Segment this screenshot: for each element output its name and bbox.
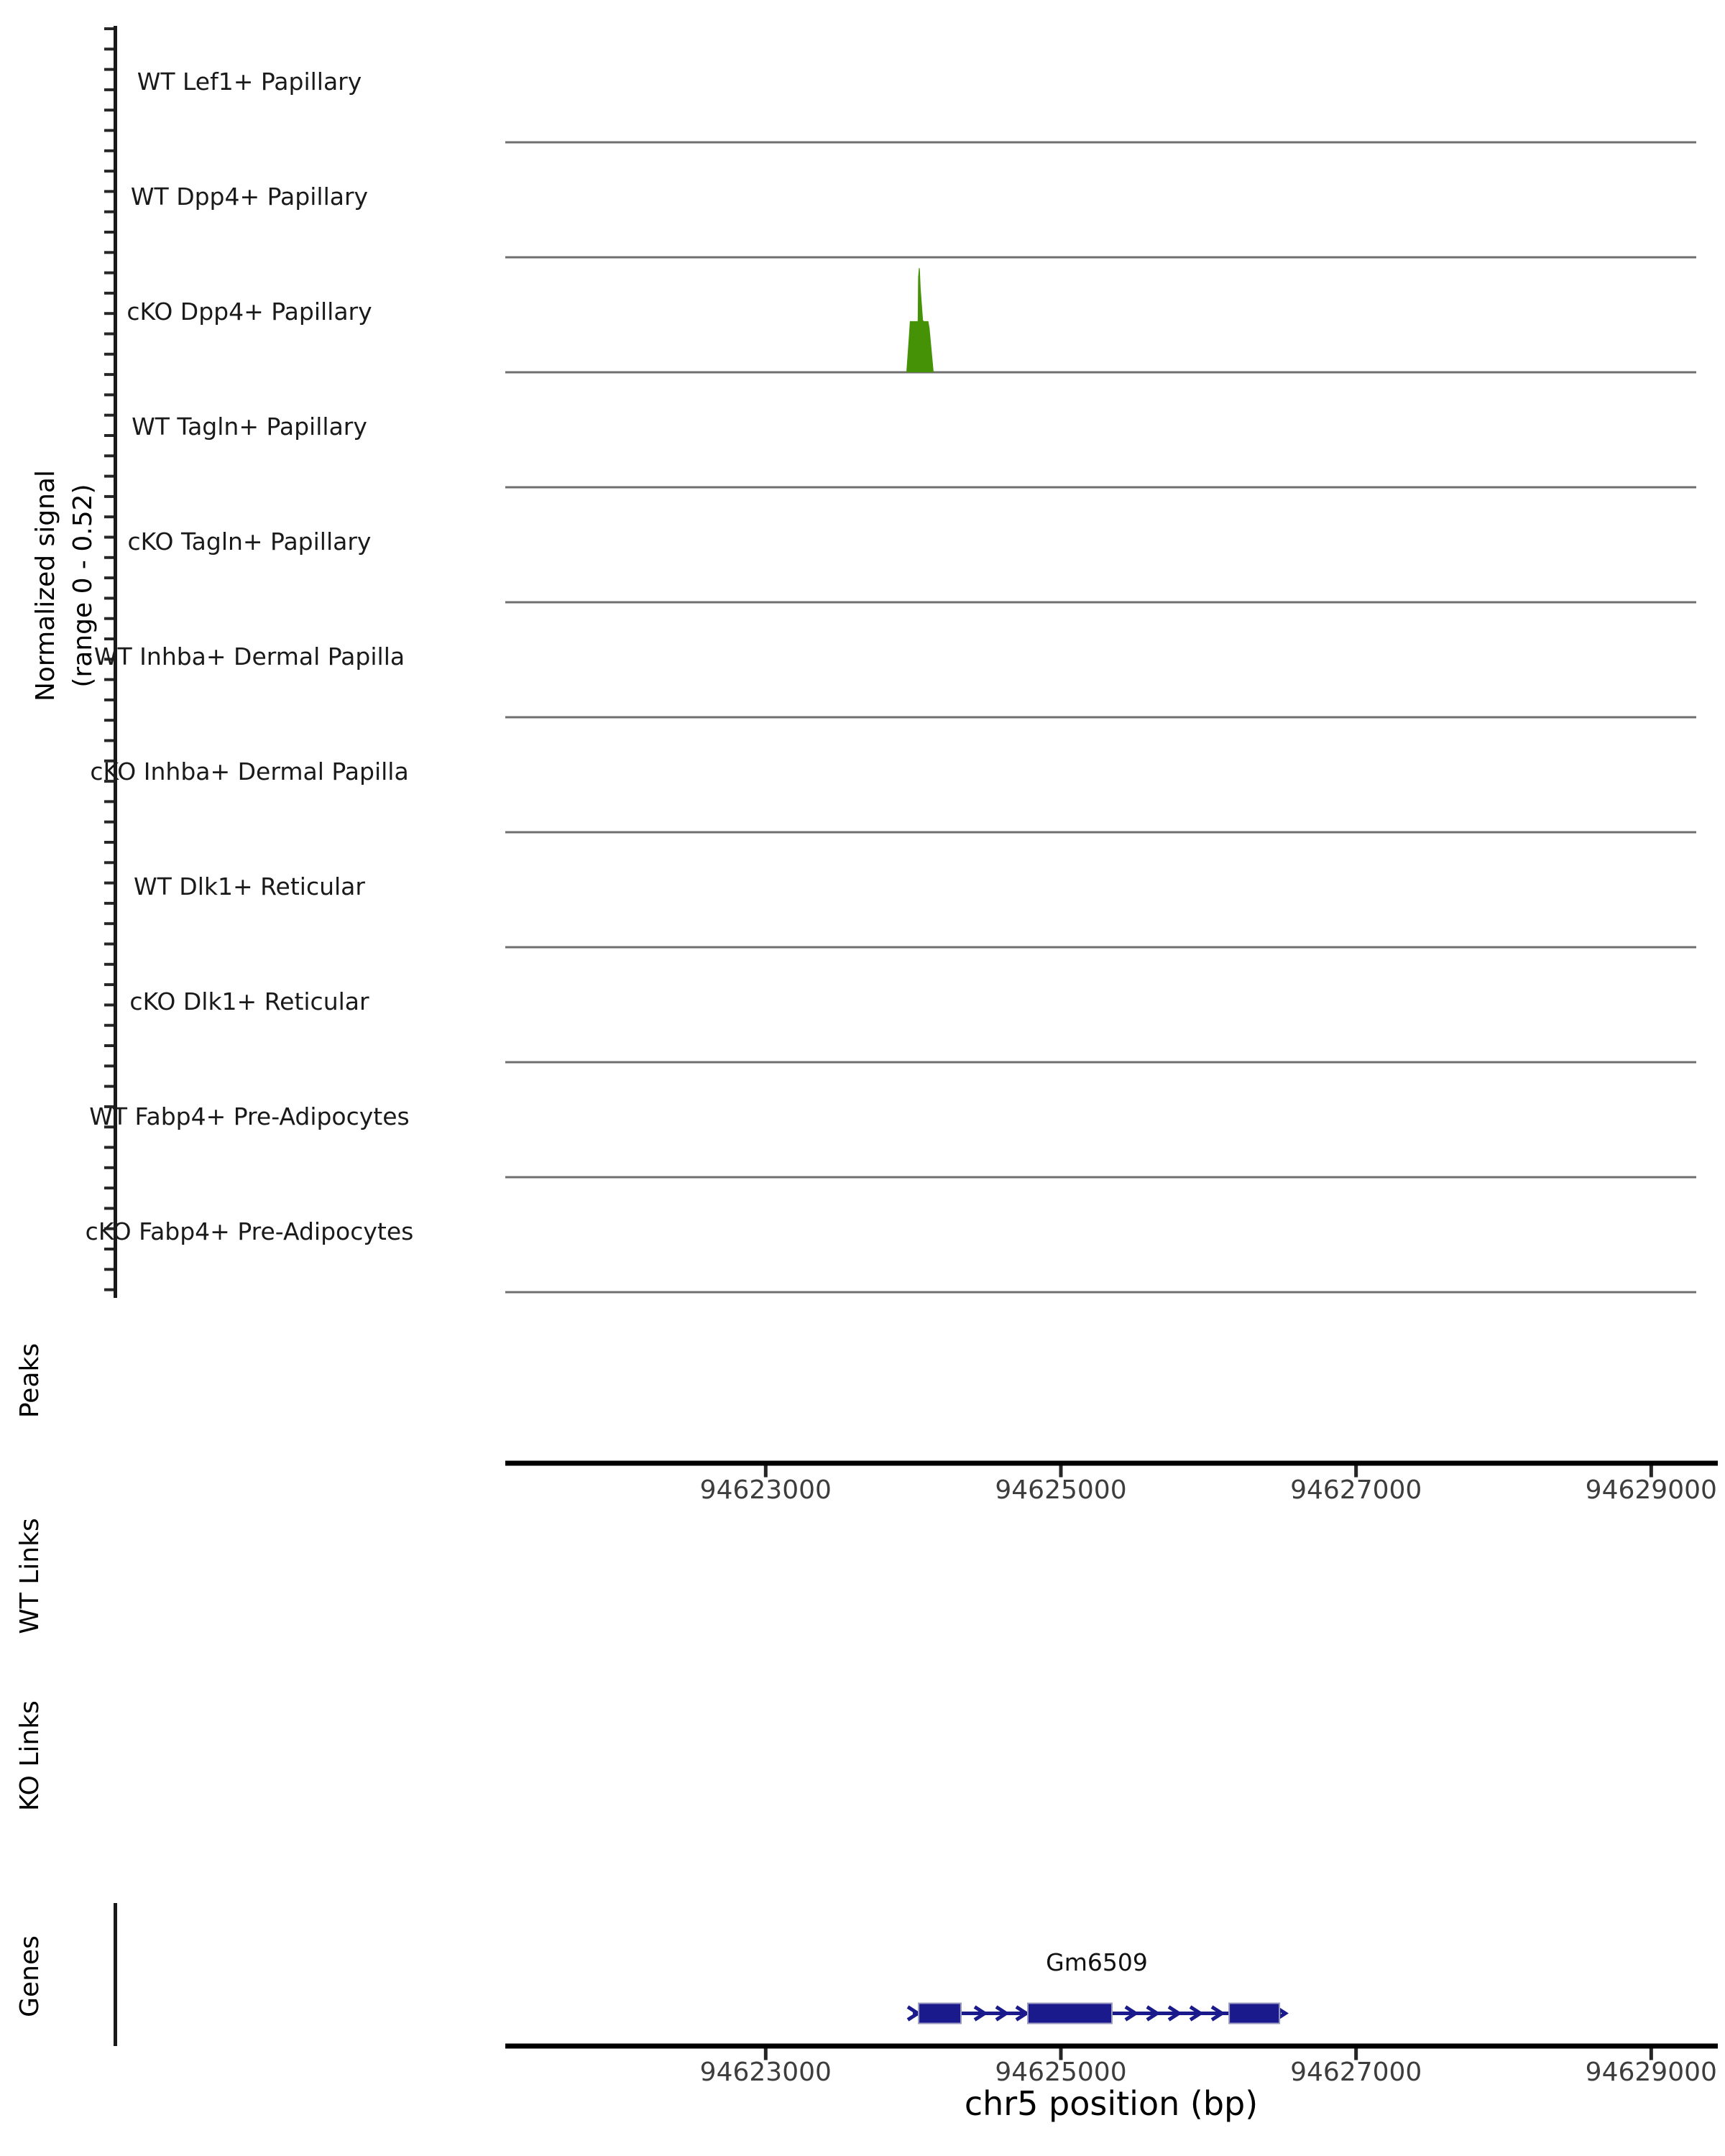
- bottom-x-axis-line: [505, 2044, 1718, 2049]
- track-label: cKO Dlk1+ Reticular: [129, 987, 369, 1015]
- peaks-axis-tick-label: 94623000: [699, 1475, 832, 1505]
- exon-box: [1028, 2004, 1112, 2024]
- gene-model: [908, 2004, 1285, 2024]
- bottom-axis-tick-label: 94625000: [995, 2058, 1127, 2087]
- exon-box: [919, 2004, 961, 2024]
- bottom-axis-tick-label: 94629000: [1585, 2058, 1717, 2087]
- track-baselines: [505, 142, 1696, 1292]
- peaks-axis-tick-label: 94625000: [995, 1475, 1127, 1505]
- section-label-peaks: Peaks: [15, 1342, 45, 1419]
- bottom-axis-tick-label: 94627000: [1290, 2058, 1422, 2087]
- section-label-ko-links: KO Links: [15, 1700, 45, 1811]
- peaks-axis-tick-label: 94629000: [1585, 1475, 1717, 1505]
- signal-peak-area: [906, 268, 934, 372]
- track-label: cKO Tagln+ Papillary: [127, 528, 372, 556]
- bottom-axis-ticks: [765, 2049, 1651, 2060]
- track-label: cKO Fabp4+ Pre-Adipocytes: [85, 1217, 414, 1245]
- signal-areas: [906, 268, 934, 372]
- track-label: cKO Dpp4+ Papillary: [126, 298, 372, 326]
- section-label-genes: Genes: [15, 1935, 45, 2017]
- bottom-axis-tick-label: 94623000: [699, 2058, 832, 2087]
- peaks-axis-ticks: [765, 1466, 1651, 1478]
- section-label-wt-links: WT Links: [15, 1518, 45, 1634]
- x-axis-title: chr5 position (bp): [964, 2084, 1259, 2123]
- gene-name-label: Gm6509: [1046, 1948, 1148, 1976]
- peaks-x-axis-line: [505, 1461, 1718, 1466]
- exon-box: [1229, 2004, 1279, 2024]
- track-label: WT Lef1+ Papillary: [137, 68, 362, 96]
- track-label: WT Inhba+ Dermal Papilla: [93, 642, 405, 671]
- track-label: WT Tagln+ Papillary: [132, 413, 367, 441]
- y-axis-label-line1: Normalized signal: [31, 469, 60, 702]
- track-label: cKO Inhba+ Dermal Papilla: [90, 757, 409, 786]
- track-label: WT Dpp4+ Papillary: [130, 183, 369, 211]
- track-label: WT Fabp4+ Pre-Adipocytes: [89, 1102, 410, 1130]
- y-axis-label-line2: (range 0 - 0.52): [68, 484, 98, 688]
- track-label: WT Dlk1+ Reticular: [134, 872, 365, 900]
- peaks-axis-tick-label: 94627000: [1290, 1475, 1422, 1505]
